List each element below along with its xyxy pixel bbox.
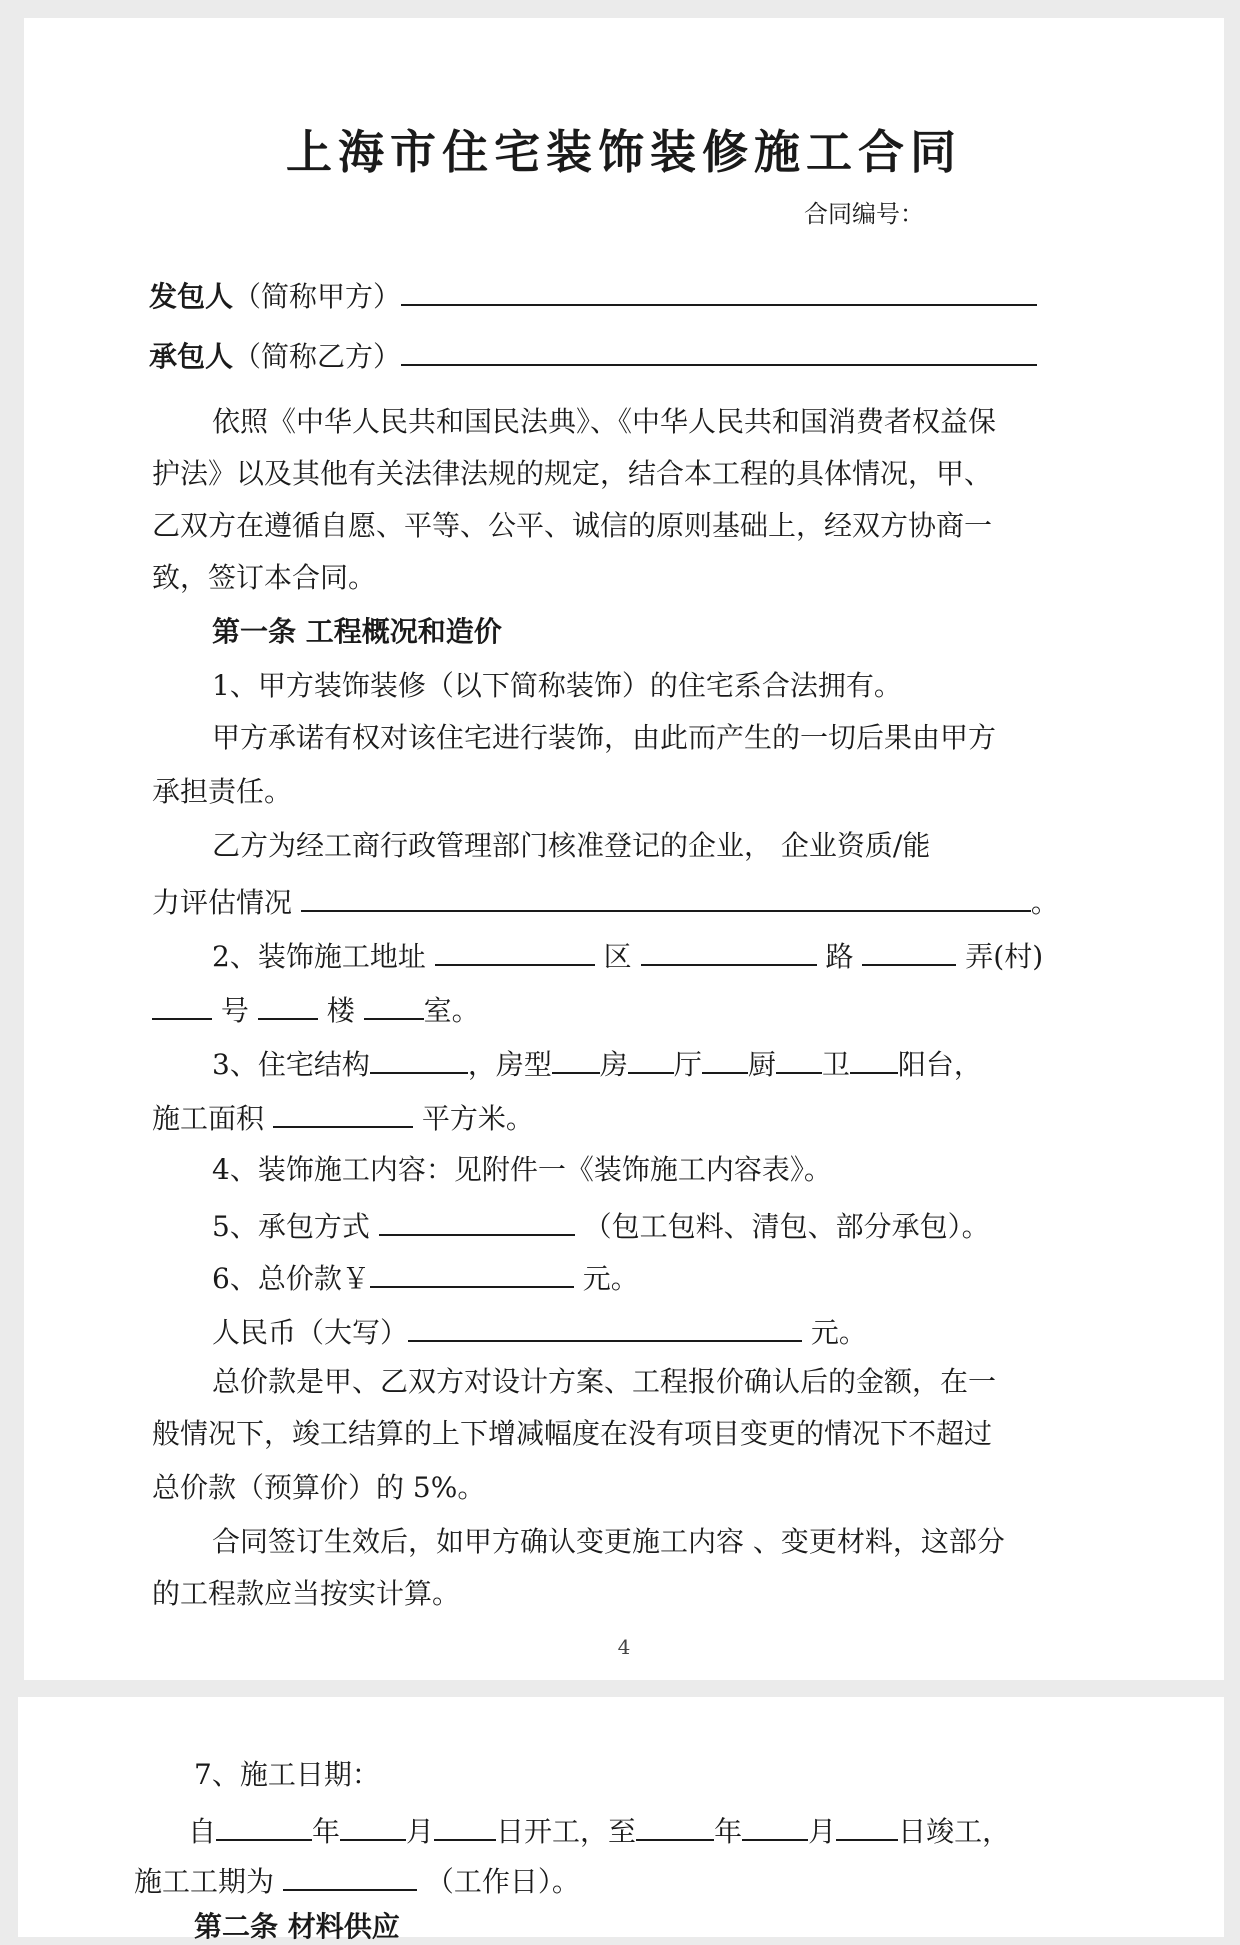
item-1-p3-line-2 [152, 882, 1059, 921]
item-4-line: 4、装饰施工内容：见附件一《装饰施工内容表》。 [212, 1153, 832, 1186]
intro-line-1: 依照《中华人民共和国民法典》、《中华人民共和国消费者权益保 [212, 405, 997, 438]
item-6-p1-line-1: 总价款是甲、乙双方对设计方案、工程报价确认后的金额，在一 [212, 1365, 997, 1398]
end-year-field[interactable] [636, 1811, 714, 1841]
structure-field[interactable] [370, 1044, 468, 1074]
item-7-label: 7、施工日期： [194, 1758, 380, 1791]
bathrooms-label: 卫 [821, 1048, 850, 1081]
start-year-field[interactable] [216, 1811, 312, 1841]
item-6-p1-line-2: 般情况下，竣工结算的上下增减幅度在没有项目变更的情况下不超过 [152, 1417, 993, 1450]
end-day-field[interactable] [836, 1811, 898, 1841]
contract-mode-field[interactable] [379, 1206, 575, 1236]
qualification-field[interactable] [301, 882, 1031, 912]
duration-field[interactable] [283, 1861, 417, 1891]
party-b-note: （简称乙方） [233, 340, 402, 373]
balconies-field[interactable] [850, 1044, 898, 1074]
room-field[interactable] [364, 990, 424, 1020]
party-a-field[interactable] [401, 276, 1037, 306]
area-label: 施工面积 [152, 1102, 265, 1135]
house-type-label: ，房型 [467, 1048, 552, 1081]
item-6-rmb-line [212, 1312, 867, 1351]
road-field[interactable] [641, 936, 817, 966]
article-1-heading: 第一条 工程概况和造价 [212, 615, 502, 648]
rooms-field[interactable] [552, 1044, 600, 1074]
party-b-line [149, 336, 1037, 375]
intro-line-4: 致，签订本合同。 [152, 561, 377, 594]
end-day-label: 日竣工， [898, 1815, 1011, 1848]
halls-label: 厅 [673, 1048, 702, 1081]
rmb-label: 人民币（大写） [212, 1316, 409, 1349]
item-3-line-1 [212, 1044, 982, 1083]
duration-line [134, 1861, 580, 1900]
item-1-p2-line-2: 承担责任。 [152, 775, 293, 808]
total-price-unit: 元。 [582, 1262, 639, 1295]
party-a-line [149, 276, 1037, 315]
qualification-label: 力评估情况 [152, 886, 293, 919]
duration-unit: （工作日）。 [425, 1865, 580, 1898]
kitchens-label: 厨 [747, 1048, 776, 1081]
end-month-field[interactable] [742, 1811, 808, 1841]
contract-page-2 [18, 1697, 1224, 1943]
contract-number-label: 合同编号： [804, 200, 924, 228]
halls-field[interactable] [628, 1044, 674, 1074]
road-label: 路 [825, 940, 854, 973]
lane-field[interactable] [862, 936, 956, 966]
start-year-label: 年 [312, 1815, 341, 1848]
party-b-label: 承包人 [149, 340, 234, 373]
contract-page-1 [24, 18, 1224, 1680]
total-price-field[interactable] [370, 1258, 574, 1288]
item-1-p3-line-1: 乙方为经工商行政管理部门核准登记的企业， 企业资质/能 [212, 829, 931, 862]
contract-mode-options: （包工包料、清包、部分承包）。 [583, 1210, 990, 1243]
area-field[interactable] [273, 1098, 413, 1128]
area-unit: 平方米。 [421, 1102, 534, 1135]
item-7-dates-line [188, 1811, 1010, 1850]
start-day-field[interactable] [434, 1811, 496, 1841]
district-label: 区 [603, 940, 632, 973]
item-6-p2-line-2: 的工程款应当按实计算。 [152, 1577, 461, 1610]
date-from-label: 自 [188, 1815, 217, 1848]
item-1-line: 1、甲方装饰装修（以下简称装饰）的住宅系合法拥有。 [212, 669, 902, 702]
item-6-p1-line-3: 总价款（预算价）的 5%。 [152, 1471, 486, 1504]
total-price-label: 6、总价款￥ [212, 1262, 370, 1295]
end-year-label: 年 [714, 1815, 743, 1848]
party-b-field[interactable] [401, 336, 1037, 366]
number-field[interactable] [152, 990, 212, 1020]
start-month-field[interactable] [340, 1811, 406, 1841]
lane-label: 弄(村) [965, 940, 1044, 973]
item-6-p2-line-1: 合同签订生效后，如甲方确认变更施工内容 、变更材料，这部分 [212, 1525, 1005, 1558]
item-6-line [212, 1258, 639, 1297]
item-5-line [212, 1206, 990, 1245]
district-field[interactable] [435, 936, 595, 966]
party-a-note: （简称甲方） [233, 280, 402, 313]
item-1-p2-line-1: 甲方承诺有权对该住宅进行装饰，由此而产生的一切后果由甲方 [212, 721, 997, 754]
rooms-label: 房 [599, 1048, 628, 1081]
item-3-line-2 [152, 1098, 534, 1137]
bathrooms-field[interactable] [776, 1044, 822, 1074]
end-month-label: 月 [808, 1815, 837, 1848]
number-label: 号 [220, 994, 249, 1027]
intro-line-3: 乙双方在遵循自愿、平等、公平、诚信的原则基础上，经双方协商一 [152, 509, 993, 542]
item-2-line-2 [152, 990, 480, 1029]
party-a-label: 发包人 [149, 280, 234, 313]
room-label: 室。 [423, 994, 480, 1027]
qualification-end: 。 [1030, 886, 1059, 919]
intro-line-2: 护法》以及其他有关法律法规的规定，结合本工程的具体情况，甲、 [152, 457, 993, 490]
rmb-unit: 元。 [810, 1316, 867, 1349]
page-number: 4 [617, 1635, 631, 1659]
balconies-label: 阳台， [897, 1048, 982, 1081]
item-2-line-1 [212, 936, 1043, 975]
start-day-label: 日开工，至 [496, 1815, 637, 1848]
rmb-field[interactable] [408, 1312, 802, 1342]
structure-label: 3、住宅结构 [212, 1048, 370, 1081]
building-field[interactable] [258, 990, 318, 1020]
article-2-heading: 第二条 材料供应 [194, 1910, 400, 1943]
kitchens-field[interactable] [702, 1044, 748, 1074]
address-label: 2、装饰施工地址 [212, 940, 426, 973]
duration-label: 施工工期为 [134, 1865, 275, 1898]
contract-title: 上海市住宅装饰装修施工合同 [286, 125, 962, 179]
contract-mode-label: 5、承包方式 [212, 1210, 370, 1243]
building-label: 楼 [326, 994, 355, 1027]
start-month-label: 月 [406, 1815, 435, 1848]
